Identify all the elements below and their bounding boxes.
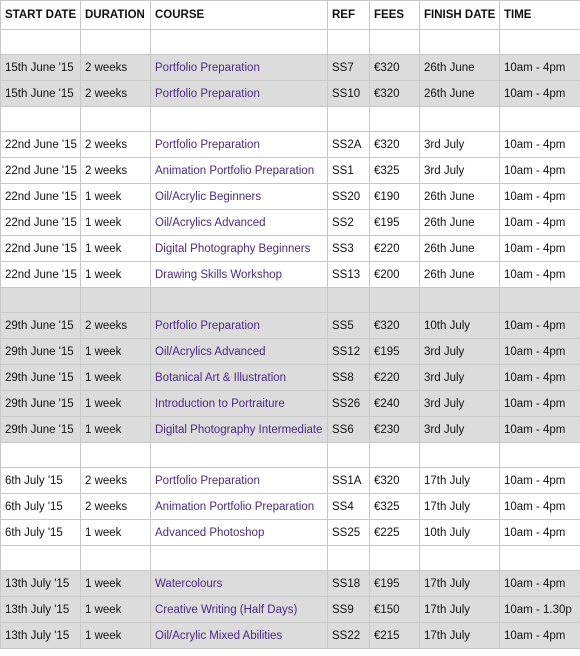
- finish-date-cell: 17th July: [420, 468, 500, 494]
- header-row: [1, 1, 580, 30]
- duration-cell: 1 week: [81, 262, 151, 288]
- time-cell: 10am - 4pm: [500, 262, 580, 288]
- start-date-cell: 29th June '15: [1, 313, 81, 339]
- time-cell: 10am - 1.30p: [500, 597, 580, 623]
- finish-date-cell: 17th July: [420, 597, 500, 623]
- ref-cell: SS3: [328, 236, 370, 262]
- course-cell: Botanical Art & Illustration: [151, 365, 328, 391]
- finish-date-cell: 3rd July: [420, 365, 500, 391]
- start-date-cell: 13th July '15: [1, 623, 81, 649]
- course-cell: [151, 30, 328, 55]
- finish-date-cell: 26th June: [420, 210, 500, 236]
- finish-date-cell: 17th July: [420, 571, 500, 597]
- duration-cell: 2 weeks: [81, 132, 151, 158]
- duration-cell: 1 week: [81, 623, 151, 649]
- course-cell: Oil/Acrylics Advanced: [151, 339, 328, 365]
- fee-cell: €225: [370, 520, 420, 546]
- fee-cell: €220: [370, 236, 420, 262]
- ref-cell: SS8: [328, 365, 370, 391]
- table-row: [1, 391, 580, 417]
- header-start-date: START DATE: [1, 1, 81, 30]
- time-cell: [500, 288, 580, 313]
- header-course: COURSE: [151, 1, 328, 30]
- fee-cell: €320: [370, 468, 420, 494]
- fee-cell: €215: [370, 623, 420, 649]
- fee-cell: €195: [370, 339, 420, 365]
- time-cell: [500, 546, 580, 571]
- table-row: [1, 520, 580, 546]
- duration-cell: [81, 443, 151, 468]
- ref-cell: SS20: [328, 184, 370, 210]
- ref-cell: SS6: [328, 417, 370, 443]
- header-fees: FEES: [370, 1, 420, 30]
- duration-cell: 2 weeks: [81, 313, 151, 339]
- course-cell: Portfolio Preparation: [151, 313, 328, 339]
- table-row: [1, 236, 580, 262]
- duration-cell: 2 weeks: [81, 81, 151, 107]
- fee-cell: €320: [370, 55, 420, 81]
- fee-cell: €320: [370, 313, 420, 339]
- duration-cell: 2 weeks: [81, 468, 151, 494]
- ref-cell: SS10: [328, 81, 370, 107]
- duration-cell: 1 week: [81, 391, 151, 417]
- course-cell: Portfolio Preparation: [151, 468, 328, 494]
- table-row: [1, 339, 580, 365]
- table-row: [1, 262, 580, 288]
- ref-cell: SS13: [328, 262, 370, 288]
- time-cell: 10am - 4pm: [500, 391, 580, 417]
- course-cell: [151, 546, 328, 571]
- ref-cell: SS26: [328, 391, 370, 417]
- fee-cell: €320: [370, 81, 420, 107]
- course-cell: Portfolio Preparation: [151, 55, 328, 81]
- start-date-cell: 22nd June '15: [1, 184, 81, 210]
- spacer-row: [1, 30, 580, 55]
- time-cell: 10am - 4pm: [500, 132, 580, 158]
- spacer-row: [1, 546, 580, 571]
- ref-cell: [328, 546, 370, 571]
- table-row: [1, 313, 580, 339]
- time-cell: [500, 443, 580, 468]
- start-date-cell: [1, 288, 81, 313]
- finish-date-cell: [420, 288, 500, 313]
- fee-cell: €150: [370, 597, 420, 623]
- duration-cell: 1 week: [81, 339, 151, 365]
- fee-cell: [370, 288, 420, 313]
- duration-cell: [81, 288, 151, 313]
- table-row: [1, 623, 580, 649]
- duration-cell: 1 week: [81, 365, 151, 391]
- time-cell: [500, 107, 580, 132]
- ref-cell: SS2A: [328, 132, 370, 158]
- ref-cell: SS1A: [328, 468, 370, 494]
- time-cell: 10am - 4pm: [500, 210, 580, 236]
- time-cell: 10am - 4pm: [500, 158, 580, 184]
- finish-date-cell: 10th July: [420, 520, 500, 546]
- course-cell: Advanced Photoshop: [151, 520, 328, 546]
- start-date-cell: 29th June '15: [1, 339, 81, 365]
- course-cell: Animation Portfolio Preparation: [151, 494, 328, 520]
- time-cell: 10am - 4pm: [500, 623, 580, 649]
- fee-cell: €320: [370, 132, 420, 158]
- start-date-cell: [1, 546, 81, 571]
- ref-cell: SS22: [328, 623, 370, 649]
- course-cell: [151, 107, 328, 132]
- start-date-cell: 6th July '15: [1, 520, 81, 546]
- fee-cell: €325: [370, 158, 420, 184]
- duration-cell: [81, 546, 151, 571]
- ref-cell: [328, 30, 370, 55]
- duration-cell: 1 week: [81, 520, 151, 546]
- time-cell: 10am - 4pm: [500, 365, 580, 391]
- time-cell: 10am - 4pm: [500, 468, 580, 494]
- ref-cell: SS7: [328, 55, 370, 81]
- duration-cell: 2 weeks: [81, 494, 151, 520]
- duration-cell: 1 week: [81, 597, 151, 623]
- course-cell: Oil/Acrylic Beginners: [151, 184, 328, 210]
- ref-cell: [328, 107, 370, 132]
- start-date-cell: [1, 107, 81, 132]
- table-row: [1, 571, 580, 597]
- fee-cell: €195: [370, 571, 420, 597]
- fee-cell: €230: [370, 417, 420, 443]
- course-cell: Digital Photography Beginners: [151, 236, 328, 262]
- start-date-cell: 15th June '15: [1, 55, 81, 81]
- duration-cell: 2 weeks: [81, 55, 151, 81]
- time-cell: 10am - 4pm: [500, 339, 580, 365]
- spacer-row: [1, 443, 580, 468]
- start-date-cell: [1, 30, 81, 55]
- fee-cell: €240: [370, 391, 420, 417]
- ref-cell: SS18: [328, 571, 370, 597]
- fee-cell: [370, 107, 420, 132]
- course-cell: [151, 288, 328, 313]
- table-row: [1, 210, 580, 236]
- duration-cell: 1 week: [81, 236, 151, 262]
- fee-cell: €325: [370, 494, 420, 520]
- spacer-row: [1, 107, 580, 132]
- time-cell: [500, 30, 580, 55]
- table-row: [1, 597, 580, 623]
- finish-date-cell: 17th July: [420, 494, 500, 520]
- finish-date-cell: 17th July: [420, 623, 500, 649]
- time-cell: 10am - 4pm: [500, 571, 580, 597]
- course-cell: Animation Portfolio Preparation: [151, 158, 328, 184]
- finish-date-cell: 26th June: [420, 184, 500, 210]
- start-date-cell: 6th July '15: [1, 468, 81, 494]
- time-cell: 10am - 4pm: [500, 236, 580, 262]
- course-cell: Portfolio Preparation: [151, 81, 328, 107]
- time-cell: 10am - 4pm: [500, 55, 580, 81]
- finish-date-cell: [420, 30, 500, 55]
- start-date-cell: 6th July '15: [1, 494, 81, 520]
- table-row: [1, 81, 580, 107]
- course-cell: Introduction to Portraiture: [151, 391, 328, 417]
- finish-date-cell: [420, 443, 500, 468]
- time-cell: 10am - 4pm: [500, 520, 580, 546]
- duration-cell: 1 week: [81, 210, 151, 236]
- table-body: [1, 30, 580, 649]
- start-date-cell: 29th June '15: [1, 391, 81, 417]
- table-row: [1, 158, 580, 184]
- time-cell: 10am - 4pm: [500, 184, 580, 210]
- fee-cell: €195: [370, 210, 420, 236]
- course-cell: Oil/Acrylic Mixed Abilities: [151, 623, 328, 649]
- table-row: [1, 494, 580, 520]
- header-finish-date: FINISH DATE: [420, 1, 500, 30]
- course-cell: Watercolours: [151, 571, 328, 597]
- start-date-cell: 15th June '15: [1, 81, 81, 107]
- duration-cell: 2 weeks: [81, 158, 151, 184]
- header-time: TIME: [500, 1, 580, 30]
- ref-cell: SS2: [328, 210, 370, 236]
- header-ref: REF: [328, 1, 370, 30]
- fee-cell: €200: [370, 262, 420, 288]
- finish-date-cell: [420, 107, 500, 132]
- fee-cell: [370, 443, 420, 468]
- start-date-cell: 29th June '15: [1, 417, 81, 443]
- ref-cell: SS1: [328, 158, 370, 184]
- start-date-cell: 29th June '15: [1, 365, 81, 391]
- duration-cell: 1 week: [81, 571, 151, 597]
- table-row: [1, 132, 580, 158]
- spacer-row: [1, 288, 580, 313]
- time-cell: 10am - 4pm: [500, 81, 580, 107]
- course-cell: Creative Writing (Half Days): [151, 597, 328, 623]
- time-cell: 10am - 4pm: [500, 494, 580, 520]
- start-date-cell: 22nd June '15: [1, 158, 81, 184]
- course-cell: [151, 443, 328, 468]
- start-date-cell: 13th July '15: [1, 571, 81, 597]
- finish-date-cell: 26th June: [420, 55, 500, 81]
- fee-cell: €220: [370, 365, 420, 391]
- ref-cell: SS9: [328, 597, 370, 623]
- table-row: [1, 417, 580, 443]
- ref-cell: SS4: [328, 494, 370, 520]
- start-date-cell: 22nd June '15: [1, 132, 81, 158]
- course-cell: Portfolio Preparation: [151, 132, 328, 158]
- ref-cell: [328, 288, 370, 313]
- finish-date-cell: 26th June: [420, 81, 500, 107]
- finish-date-cell: 3rd July: [420, 132, 500, 158]
- finish-date-cell: 26th June: [420, 262, 500, 288]
- table-row: [1, 55, 580, 81]
- fee-cell: [370, 546, 420, 571]
- start-date-cell: 13th July '15: [1, 597, 81, 623]
- time-cell: 10am - 4pm: [500, 417, 580, 443]
- table-row: [1, 468, 580, 494]
- finish-date-cell: 3rd July: [420, 158, 500, 184]
- ref-cell: SS5: [328, 313, 370, 339]
- finish-date-cell: 26th June: [420, 236, 500, 262]
- header-duration: DURATION: [81, 1, 151, 30]
- fee-cell: [370, 30, 420, 55]
- duration-cell: 1 week: [81, 184, 151, 210]
- finish-date-cell: 3rd July: [420, 391, 500, 417]
- start-date-cell: 22nd June '15: [1, 210, 81, 236]
- duration-cell: [81, 30, 151, 55]
- finish-date-cell: 3rd July: [420, 417, 500, 443]
- finish-date-cell: 10th July: [420, 313, 500, 339]
- finish-date-cell: [420, 546, 500, 571]
- time-cell: 10am - 4pm: [500, 313, 580, 339]
- table-row: [1, 365, 580, 391]
- table-row: [1, 184, 580, 210]
- duration-cell: [81, 107, 151, 132]
- start-date-cell: 22nd June '15: [1, 236, 81, 262]
- course-cell: Drawing Skills Workshop: [151, 262, 328, 288]
- fee-cell: €190: [370, 184, 420, 210]
- start-date-cell: 22nd June '15: [1, 262, 81, 288]
- ref-cell: SS25: [328, 520, 370, 546]
- ref-cell: [328, 443, 370, 468]
- duration-cell: 1 week: [81, 417, 151, 443]
- finish-date-cell: 3rd July: [420, 339, 500, 365]
- course-cell: Oil/Acrylics Advanced: [151, 210, 328, 236]
- start-date-cell: [1, 443, 81, 468]
- ref-cell: SS12: [328, 339, 370, 365]
- course-cell: Digital Photography Intermediate: [151, 417, 328, 443]
